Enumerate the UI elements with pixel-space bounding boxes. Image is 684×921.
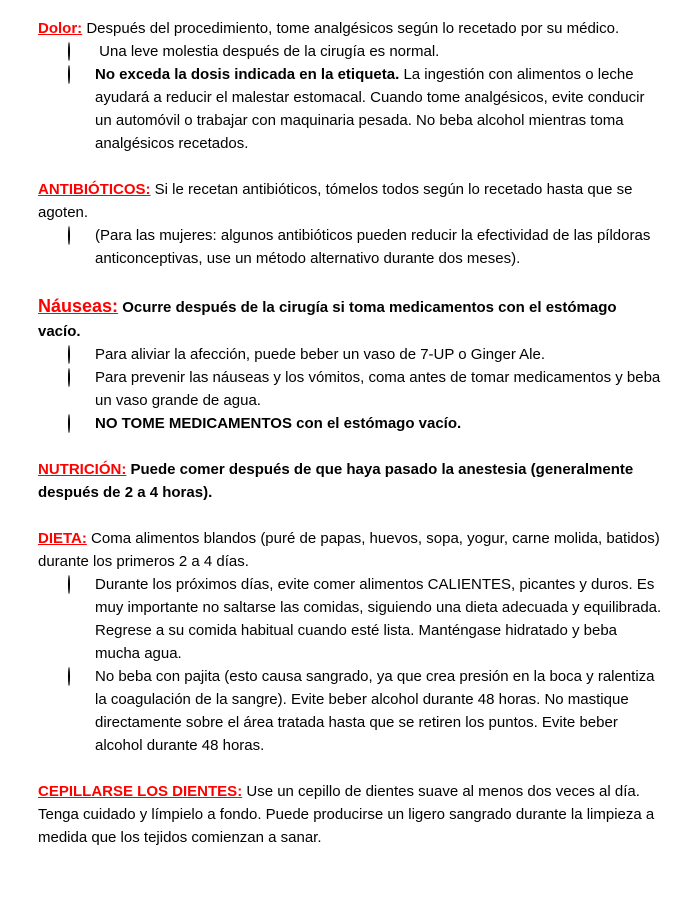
list-section-nutricion <box>16 458 662 504</box>
section-paragraph <box>38 293 662 343</box>
section-heading: DIETA: <box>38 530 87 547</box>
sub-item-segment: (Para las mujeres: algunos antibióticos pueden reducir la efectividad de las píldoras anticonceptivas, use un método alternativo durante dos meses). <box>95 227 651 267</box>
section-intro-segment: Si le recetan antibióticos, tómelos todos según lo recetado hasta que se agoten. <box>38 181 633 221</box>
list-section-dieta <box>16 527 662 757</box>
sub-item-segment: Una leve molestia después de la cirugía es normal. <box>95 43 440 60</box>
sub-bullet-icon <box>68 226 70 245</box>
sub-bullet-icon <box>68 575 70 594</box>
section-intro-segment: Use un cepillo de dientes suave al menos dos veces al día. Tenga cuidado y límpielo a fondo. Puede producirse un ligero sangrado durante la limpieza a medida que los tejidos comienzan a sanar. <box>38 783 655 846</box>
list-item <box>68 63 662 155</box>
list-item <box>68 343 662 366</box>
sub-bullet-marker-column <box>68 343 95 366</box>
sub-bullet-marker-column <box>68 573 95 665</box>
section-content <box>38 458 662 504</box>
section-heading: CEPILLARSE LOS DIENTES: <box>38 783 243 800</box>
sub-item-segment: NO TOME MEDICAMENTOS con el estómago vacío. <box>95 415 462 432</box>
bullet-marker-column <box>16 17 38 155</box>
sub-bullet-marker-column <box>68 366 95 412</box>
section-heading: Náuseas: <box>38 296 119 316</box>
sub-bullet-marker-column <box>68 40 95 63</box>
sub-item-text <box>95 665 662 757</box>
sub-item-text <box>95 224 662 270</box>
section-content <box>38 17 662 155</box>
sub-item-segment: La ingestión con alimentos o leche ayudará a reducir el malestar estomacal. Cuando tome analgésicos, evite conducir un automóvil o trabajar con maquinaria pesada. No beba alcohol mientras toma analgésicos recetados. <box>95 66 645 152</box>
sub-item-text <box>95 366 662 412</box>
list-section-antibioticos <box>16 178 662 270</box>
sub-item-segment: Durante los próximos días, evite comer alimentos CALIENTES, picantes y duros. Es muy importante no saltarse las comidas, siguiendo una dieta adecuada y equilibrada. Regrese a su comida habitual cuando esté lista. Manténgase hidratado y beba mucha agua. <box>95 576 662 662</box>
bullet-marker-column <box>16 458 38 504</box>
section-paragraph <box>38 178 662 224</box>
sub-item-segment: Para aliviar la afección, puede beber un vaso de 7-UP o Ginger Ale. <box>95 346 545 363</box>
bullet-marker-column <box>16 780 38 849</box>
section-paragraph <box>38 458 662 504</box>
sub-item-segment: No beba con pajita (esto causa sangrado, ya que crea presión en la boca y ralentiza la coagulación de la sangre). Evite beber alcohol durante 48 horas. No mastique directamente sobre el área tratada hasta que se retiren los puntos. Evite beber alcohol durante 48 horas. <box>95 668 655 754</box>
sub-item-text <box>95 63 662 155</box>
section-heading: ANTIBIÓTICOS: <box>38 181 151 198</box>
section-heading: NUTRICIÓN: <box>38 461 127 478</box>
sub-bullet-icon <box>68 667 70 686</box>
sub-bullet-icon <box>68 65 70 84</box>
sub-list <box>38 573 662 757</box>
section-content <box>38 527 662 757</box>
sub-list <box>38 40 662 155</box>
section-intro-segment: Puede comer después de que haya pasado la anestesia (generalmente después de 2 a 4 horas). <box>38 461 634 501</box>
sub-list <box>38 343 662 435</box>
list-item <box>68 40 662 63</box>
sub-list <box>38 224 662 270</box>
list-item <box>68 665 662 757</box>
bullet-marker-column <box>16 293 38 435</box>
list-item <box>68 366 662 412</box>
section-intro-segment: Ocurre después de la cirugía si toma medicamentos con el estómago vacío. <box>38 299 617 340</box>
sub-bullet-marker-column <box>68 665 95 757</box>
sub-bullet-marker-column <box>68 412 95 435</box>
bullet-marker-column <box>16 527 38 757</box>
section-paragraph <box>38 527 662 573</box>
list-section-dolor <box>16 17 662 155</box>
section-content <box>38 293 662 435</box>
list-section-nauseas <box>16 293 662 435</box>
section-content <box>38 178 662 270</box>
bullet-marker-column <box>16 178 38 270</box>
list-item <box>68 224 662 270</box>
sub-item-text <box>95 343 662 366</box>
sub-item-text <box>95 40 662 63</box>
sub-item-text <box>95 412 662 435</box>
sub-item-segment: No exceda la dosis indicada en la etiqueta. <box>95 66 400 83</box>
sub-bullet-marker-column <box>68 224 95 270</box>
list-item <box>68 412 662 435</box>
sub-item-segment: Para prevenir las náuseas y los vómitos, coma antes de tomar medicamentos y beba un vaso grande de agua. <box>95 369 661 409</box>
sub-bullet-icon <box>68 345 70 364</box>
section-paragraph <box>38 17 662 40</box>
sub-bullet-icon <box>68 368 70 387</box>
sub-bullet-icon <box>68 42 70 61</box>
sub-bullet-icon <box>68 414 70 433</box>
section-heading: Dolor: <box>38 20 83 37</box>
section-paragraph <box>38 780 662 849</box>
section-intro-segment: Después del procedimiento, tome analgésicos según lo recetado por su médico. <box>82 20 620 37</box>
list-item <box>68 573 662 665</box>
sub-bullet-marker-column <box>68 63 95 155</box>
section-intro-segment: Coma alimentos blandos (puré de papas, huevos, sopa, yogur, carne molida, batidos) durante los primeros 2 a 4 días. <box>38 530 660 570</box>
list-section-cepillarse-los-dientes <box>16 780 662 849</box>
section-content <box>38 780 662 849</box>
sub-item-text <box>95 573 662 665</box>
